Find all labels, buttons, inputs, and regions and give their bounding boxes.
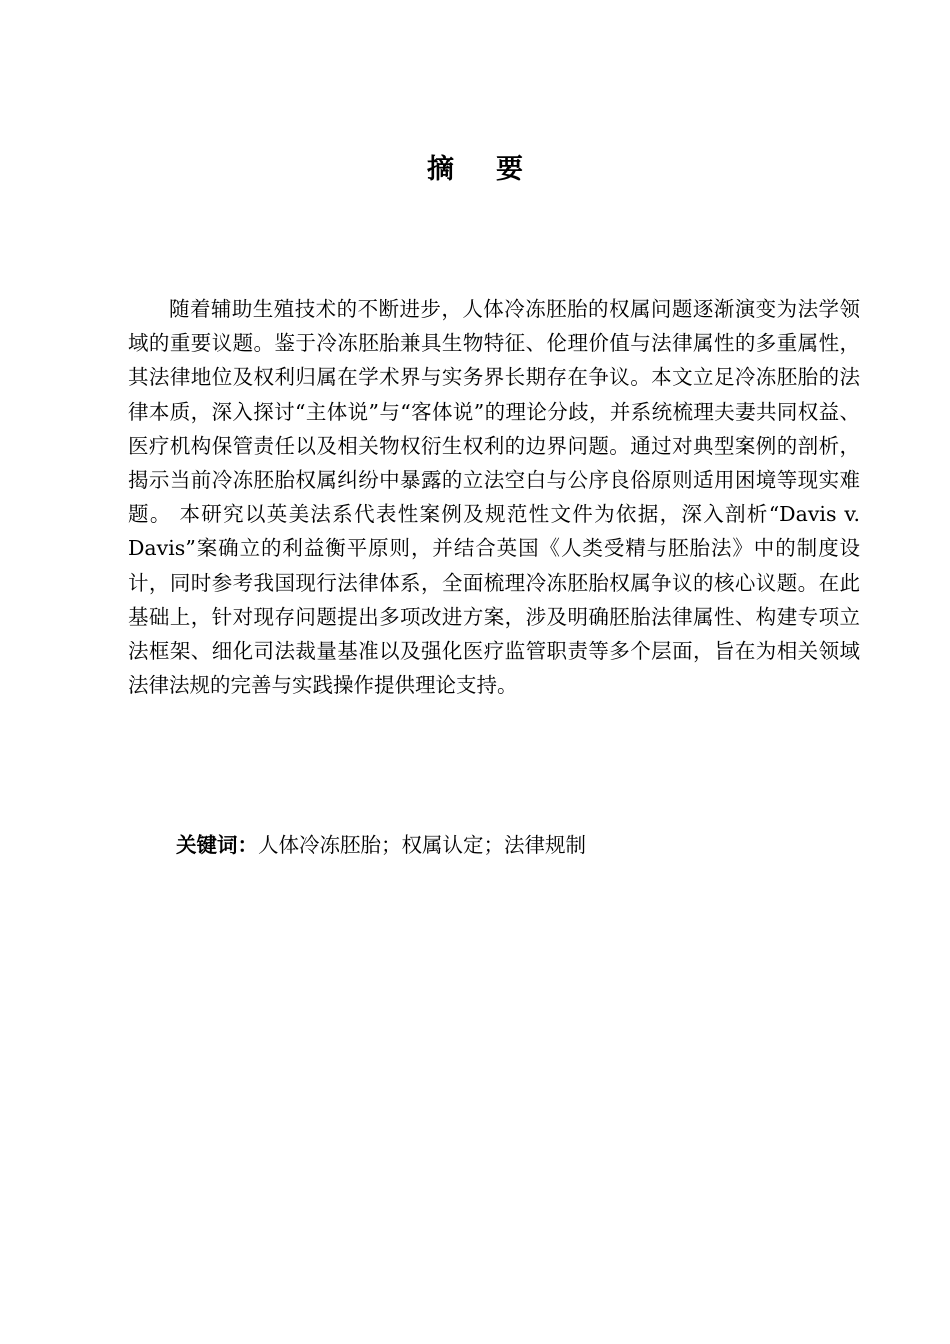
abstract-body: 随着辅助生殖技术的不断进步，人体冷冻胚胎的权属问题逐渐演变为法学领域的重要议题。鉴于冷冻胚胎兼具生物特征、伦理价值与法律属性的多重属性，其法律地位及权利归属在学术界与实务界长期存在争议。本文立足冷冻胚胎的法律本质，深入探讨“主体说”与“客体说”的理论分歧，并系统梳理夫妻共同权益、医疗机构保管责任以及相关物权衍生权利的边界问题。通过对典型案例的剖析，揭示当前冷冻胚胎权属纠纷中暴露的立法空白与公序良俗原则适用困境等现实难题。 本研究以英美法系代表性案例及规范性文件为依据，深入剖析“Davis v. Davis”案确立的利益衡平原则，并结合英国《人类受精与胚胎法》中的制度设计，同时参考我国现行法律体系，全面梳理冷冻胚胎权属争议的核心议题。在此基础上，针对现存问题提出多项改进方案，涉及明确胚胎法律属性、构建专项立法框架、细化司法裁量基准以及强化医疗监管职责等多个层面，旨在为相关领域法律法规的完善与实践操作提供理论支持。 — [128, 297, 860, 698]
abstract-title: 摘要 — [427, 154, 565, 185]
keywords-label: 关键词： — [176, 833, 258, 857]
keywords-line — [176, 828, 860, 862]
keywords-text: 人体冷冻胚胎；权属认定；法律规制 — [258, 833, 586, 857]
